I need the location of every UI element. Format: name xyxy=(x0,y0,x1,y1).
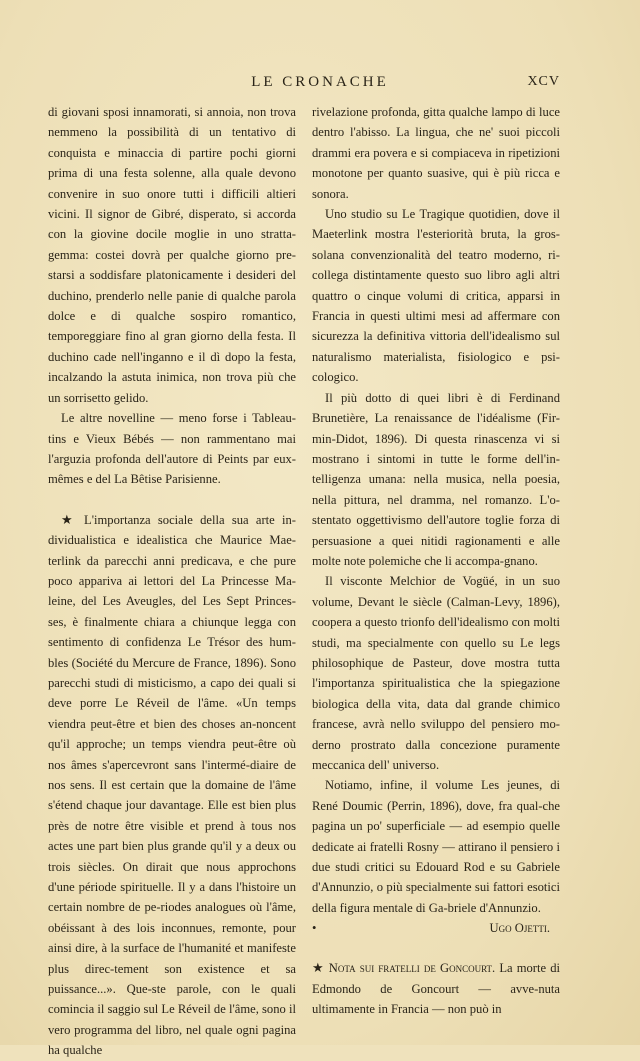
note-title: Nota sui fratelli de Goncourt. xyxy=(328,961,496,976)
signature-row xyxy=(312,918,560,938)
paragraph: rivelazione profonda, gitta qualche lampo di luce dentro l'abisso. La lingua, che ne' suoi piccoli drammi era povera e si compiaceva in ripetizioni monotone per quanto suasive, qui è più ricca e sonora. xyxy=(312,105,560,201)
paragraph: Notiamo, infine, il volume Les jeunes, di René Doumic (Perrin, 1896), dove, fra qual-che pagina un po' superficiale — ad esempio quelle dedicate ai fratelli Rosny — attirano il pensiero i due studi critici su Edouard Rod e su Gabriele d'Annunzio, o più specialmente sui fattori esotici della figura mentale di Ga-briele d'Annunzio. xyxy=(312,778,560,915)
author-signature: Ugo Ojetti. xyxy=(489,921,550,936)
paragraph: Il più dotto di quei libri è di Ferdinand Brunetière, La renaissance de l'idéalisme (Fir-min-Didot, 1896). Di questa rinascenza vi si mostrano i sintomi in tutte le forme dell'in-telligenza umana: nella musica, nella poesia, nella pittura, nel dramma, nel romanzo. L'o-stentato oggettivismo dell'autore toglie forza di persuasione a quei nitidi ragionamenti e alle molte note polemiche che li accompa-gnano. xyxy=(312,390,560,568)
paragraph: di giovani sposi innamorati, si annoia, non trova nemmeno la possibilità di un tentativo di conquista e minaccia di partire pochi giorni prima di una festa solenne, alla quale devono convenire in suo onore tutti i difficili altieri vicini. Il signor de Gibré, disperato, si accorda con la giovine docile moglie in uno stratta-gemma: costei dovrà per qualche giorno pre-starsi a soddisfare platonicamente i desideri del duchino, prenderlo nelle panie di qualche parola dolce e di qualche sospiro romantico, temporeggiare fino al gran giorno della festa. Il duchino cade nell'inganno e il dì dopo la festa, incalzando la astuta inimica, non trova più che un sorrisetto gelido. xyxy=(48,105,296,405)
note-paragraph xyxy=(312,958,560,1019)
bullet-icon: • xyxy=(312,921,317,936)
paragraph-maeterlink xyxy=(48,510,296,1061)
running-head xyxy=(0,74,640,94)
note-text: La morte di Edmondo de Goncourt — avve-nuta ultimamente in Francia — non può in xyxy=(312,961,560,1017)
left-column xyxy=(48,102,296,1061)
right-column xyxy=(312,102,560,1019)
page-number: XCV xyxy=(527,74,560,89)
paragraph-text: L'importanza sociale della sua arte in-dividualistica e idealistica che Maurice Mae-terlink da parecchi anni predicava, e che pure poco appariva ai lettori del La Princesse Ma-leine, del Les Aveugles, del Les Sept Princes-ses, è finalmente chiara a chiunque legga con sentimento di confidenza Le Trésor des hum-bles (Société du Mercure de France, 1896). Sono parecchi studi di misticismo, a capo dei quali si deve porre Le Réveil de l'âme. «Un temps viendra peut-être et bien des choses an-noncent qu'il approche; un temps viendra peut-être où nos âmes s'apercevront sans l'intermé-diaire de nos sens. Il est certain que la domaine de l'âme s'étend chaque jour davantage. Elle est bien plus près de notre être visible et prend à tous nos actes une part bien plus grande qu'il y a deux ou trois siècles. On dirait que nous approchons d'une période spirituelle. Il y a dans l'histoire un certain nombre de pe-riodes analogues où l'âme, obéissant à des lois inconnues, remonte, pour ainsi dire, à la surface de l'humanité et manifeste plus direc-tement son existence et sa puissance...». Que-ste parole, con le quali comincia il saggio sul Le Réveil de l'âme, sono il vero programma del libro, nel quale ogni pagina ha qualche xyxy=(48,512,296,1058)
paragraph: Uno studio su Le Tragique quotidien, dove il Maeterlink mostra l'esteriorità bruta, la gros-solana convenzionalità del teatro moderno, ri-collega distintamente questo suo libro agli altri quattro o cinque volumi di critica, apparsi in Francia in questi ultimi mesi ad affermare con sicurezza la definitiva vittoria dell'idealismo sul naturalismo materialista, fisiologico e psi-cologico. xyxy=(312,207,560,385)
running-title: LE CRONACHE xyxy=(251,74,389,90)
paragraph: Il visconte Melchior de Vogüé, in un suo volume, Devant le siècle (Calman-Levy, 1896), coopera a questo trionfo dell'idealismo con molti studi, ma specialmente con quello su Le legs philosophique de Pasteur, dove mostra tutta l'importanza spiritualistica che la spiegazione biologica della vita, data dal grande chimico francese, avrà nello sviluppo del pensiero mo-derno prostrato dalla concezione puramente meccanica dell' universo. xyxy=(312,574,560,772)
paragraph: Le altre novelline — meno forse i Tableau-tins e Vieux Bébés — non rammentano mai l'arguzia profonda dell'autore di Peints par eux-mêmes e del La Bêtise Parisienne. xyxy=(48,411,296,487)
star-icon: ★ xyxy=(312,960,325,976)
star-icon: ★ xyxy=(61,511,77,527)
